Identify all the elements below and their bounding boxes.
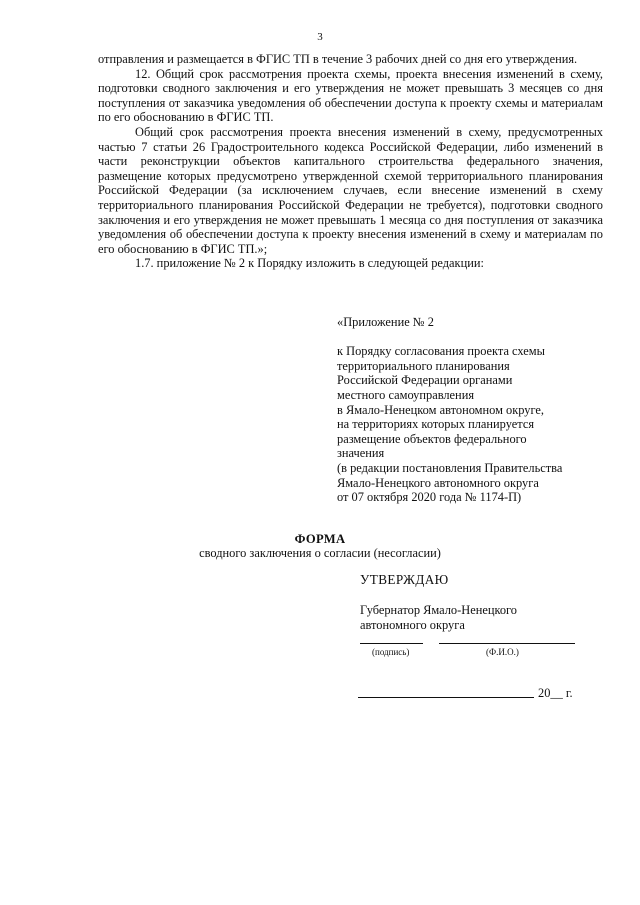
- form-subtitle: сводного заключения о согласии (несогласии): [199, 546, 441, 560]
- appendix-title: «Приложение № 2: [337, 315, 434, 329]
- signature-line: [360, 643, 423, 644]
- appendix-line: к Порядку согласования проекта схемы: [337, 344, 545, 359]
- appendix-spacer: [337, 330, 607, 345]
- appendix-line: на территориях которых планируется: [337, 417, 535, 432]
- date-line: [358, 697, 534, 698]
- document-body: [98, 52, 603, 271]
- name-label: (Ф.И.О.): [486, 647, 519, 657]
- appendix-line: местного самоуправления: [337, 387, 475, 402]
- governor-position-line: Губернатор Ямало-Ненецкого: [360, 603, 518, 617]
- page-number: 3: [317, 31, 323, 43]
- appendix-line: значения: [337, 446, 385, 461]
- appendix-line: размещение объектов федерального: [337, 431, 527, 446]
- paragraph-item-12: 12. Общий срок рассмотрения проекта схемы, проекта внесения изменений в схему, подготовки сводного заключения и его утверждения не может превышать 3 месяцев со дня поступления от заказчика уведомления об обеспечении доступа к проекту схемы и материалам по его обоснованию в ФГИС ТП.: [98, 66, 603, 125]
- paragraph-total-period: Общий срок рассмотрения проекта внесения изменений в схему, предусмотренных частью 7 статьи 26 Градостроительного кодекса Российской Федерации, либо изменений в части реконструкции объектов капитального строительства федерального значения, размещение которых предусмотрено утвержденной схемой территориального планирования Российской Федерации (за исключением случаев, если внесение изменений в схему территориального планирования Российской Федерации не требуется), подготовки сводного заключения и его утверждения не может превышать 1 месяца со дня поступления от заказчика уведомления об обеспечении доступа к проекту внесения изменений в схему и материалам по его обоснованию в ФГИС ТП.»;: [98, 124, 603, 256]
- appendix-line: Ямало-Ненецкого автономного округа: [337, 475, 539, 490]
- date-year: 20__ г.: [538, 686, 573, 700]
- appendix-line: (в редакции постановления Правительства: [337, 460, 563, 475]
- appendix-line: от 07 октября 2020 года № 1174-П): [337, 490, 522, 505]
- appendix-line: территориального планирования: [337, 358, 510, 373]
- name-line: [439, 643, 575, 644]
- appendix-line: Российской Федерации органами: [337, 373, 513, 388]
- approval-heading: УТВЕРЖДАЮ: [360, 572, 449, 587]
- signature-label: (подпись): [372, 647, 410, 657]
- paragraph-item-1-7: 1.7. приложение № 2 к Порядку изложить в следующей редакции:: [135, 256, 484, 271]
- governor-position-line: автономного округа: [360, 618, 465, 632]
- appendix-block: [337, 315, 607, 505]
- appendix-line: в Ямало-Ненецком автономном округе,: [337, 402, 544, 417]
- form-title: ФОРМА: [294, 532, 346, 546]
- paragraph-continuation: отправления и размещается в ФГИС ТП в течение 3 рабочих дней со дня его утверждения.: [98, 52, 578, 66]
- governor-position: [360, 603, 590, 633]
